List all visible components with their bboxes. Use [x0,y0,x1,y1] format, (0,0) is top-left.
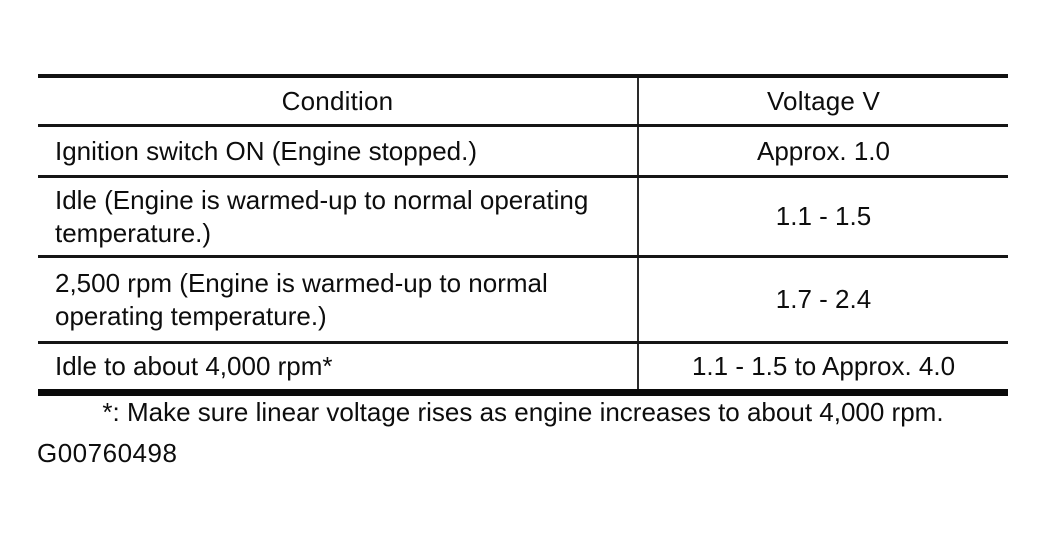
column-header-condition: Condition [38,76,638,126]
condition-cell: Idle (Engine is warmed-up to normal operating temperature.) [38,177,638,257]
table-row [38,177,1008,257]
figure-id: G00760498 [37,438,178,468]
footnote: *: Make sure linear voltage rises as engine increases to about 4,000 rpm. [102,397,944,427]
condition-cell: 2,500 rpm (Engine is warmed-up to normal operating temperature.) [38,257,638,343]
voltage-cell: Approx. 1.0 [638,126,1008,177]
header-row [38,76,1008,126]
column-header-voltage: Voltage V [638,76,1008,126]
voltage-spec-table [38,74,1008,396]
voltage-cell: 1.1 - 1.5 [638,177,1008,257]
condition-cell: Idle to about 4,000 rpm* [38,343,638,393]
table-row [38,257,1008,343]
table-row [38,126,1008,177]
condition-cell: Ignition switch ON (Engine stopped.) [38,126,638,177]
voltage-cell: 1.1 - 1.5 to Approx. 4.0 [691,351,956,381]
table-row [38,343,1008,393]
voltage-cell: 1.7 - 2.4 [638,257,1008,343]
